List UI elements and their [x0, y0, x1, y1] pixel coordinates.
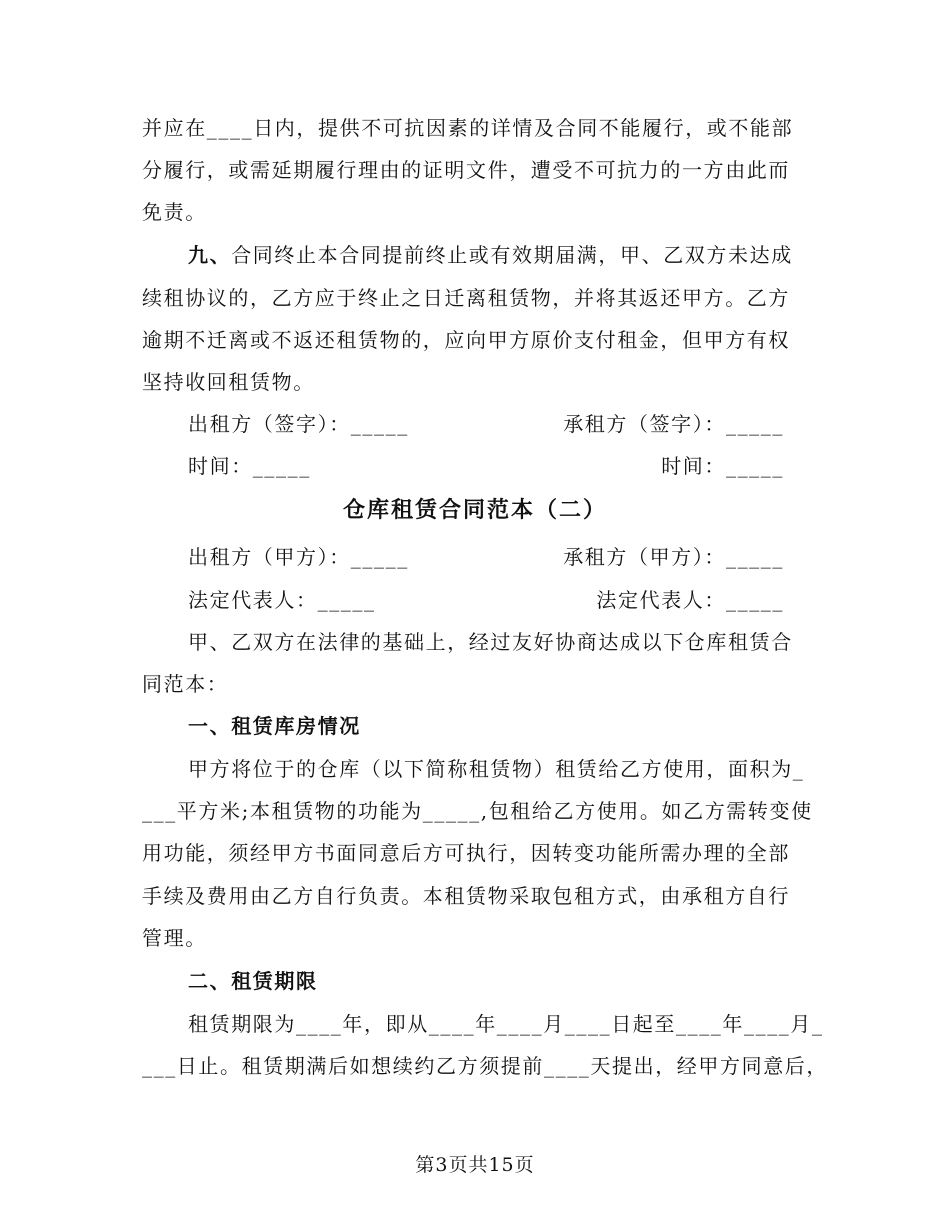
paragraph-line: 分履行，或需延期履行理由的证明文件，遭受不可抗力的一方由此而 — [142, 158, 790, 182]
paragraph-line: ___平方米;本租赁物的功能为_____,包租给乙方使用。如乙方需转变使 — [142, 799, 813, 823]
section-heading: 一、租赁库房情况 — [188, 714, 361, 738]
intro-line: 同范本： — [142, 672, 229, 696]
paragraph-line: 租赁期限为____年，即从____年____月____日起至____年____月_ — [188, 1012, 824, 1036]
paragraph-line: 续租协议的，乙方应于终止之日迁离租赁物，并将其返还甲方。乙方 — [142, 286, 790, 310]
paragraph-line: 逾期不迁离或不返还租赁物的，应向甲方原价支付租金，但甲方有权 — [142, 328, 790, 352]
signature-time-row — [188, 451, 784, 481]
representative-left: 法定代表人：_____ — [188, 588, 376, 612]
lessor-signature: 出租方（签字）：_____ — [188, 412, 409, 436]
paragraph-line: 并应在____日内，提供不可抗因素的详情及合同不能履行，或不能部 — [142, 116, 794, 140]
representative-right: 法定代表人：_____ — [596, 588, 784, 612]
parties-row — [188, 542, 784, 572]
intro-line: 甲、乙双方在法律的基础上，经过友好协商达成以下仓库租赁合 — [188, 630, 793, 654]
page-number: 第3页共15页 — [415, 1154, 535, 1176]
clause-text: 合同终止本合同提前终止或有效期届满，甲、乙双方未达成 — [231, 243, 793, 267]
section-heading: 二、租赁期限 — [188, 969, 318, 993]
time-right: 时间：_____ — [661, 454, 784, 478]
clause-9-first-line — [188, 240, 822, 270]
paragraph-line: 用功能，须经甲方书面同意后方可执行，因转变功能所需办理的全部 — [142, 841, 790, 865]
paragraph-line: 免责。 — [142, 200, 207, 224]
contract-title: 仓库租赁合同范本（二） — [342, 497, 607, 523]
paragraph-line: 坚持收回租赁物。 — [142, 370, 315, 394]
paragraph-line: 甲方将位于的仓库（以下简称租赁物）租赁给乙方使用，面积为_ — [188, 757, 805, 781]
lessor-party: 出租方（甲方）：_____ — [188, 545, 409, 569]
time-left: 时间：_____ — [188, 454, 311, 478]
lessee-party: 承租方（甲方）：_____ — [563, 545, 784, 569]
paragraph-line: 手续及费用由乙方自行负责。本租赁物采取包租方式，由承租方自行 — [142, 884, 790, 908]
representatives-row — [188, 585, 784, 615]
paragraph-line: 管理。 — [142, 926, 207, 950]
lessee-signature: 承租方（签字）：_____ — [563, 412, 784, 436]
signature-row — [188, 409, 784, 439]
clause-number: 九、 — [188, 243, 232, 267]
paragraph-line: ___日止。租赁期满后如想续约乙方须提前____天提出，经甲方同意后， — [142, 1054, 828, 1078]
